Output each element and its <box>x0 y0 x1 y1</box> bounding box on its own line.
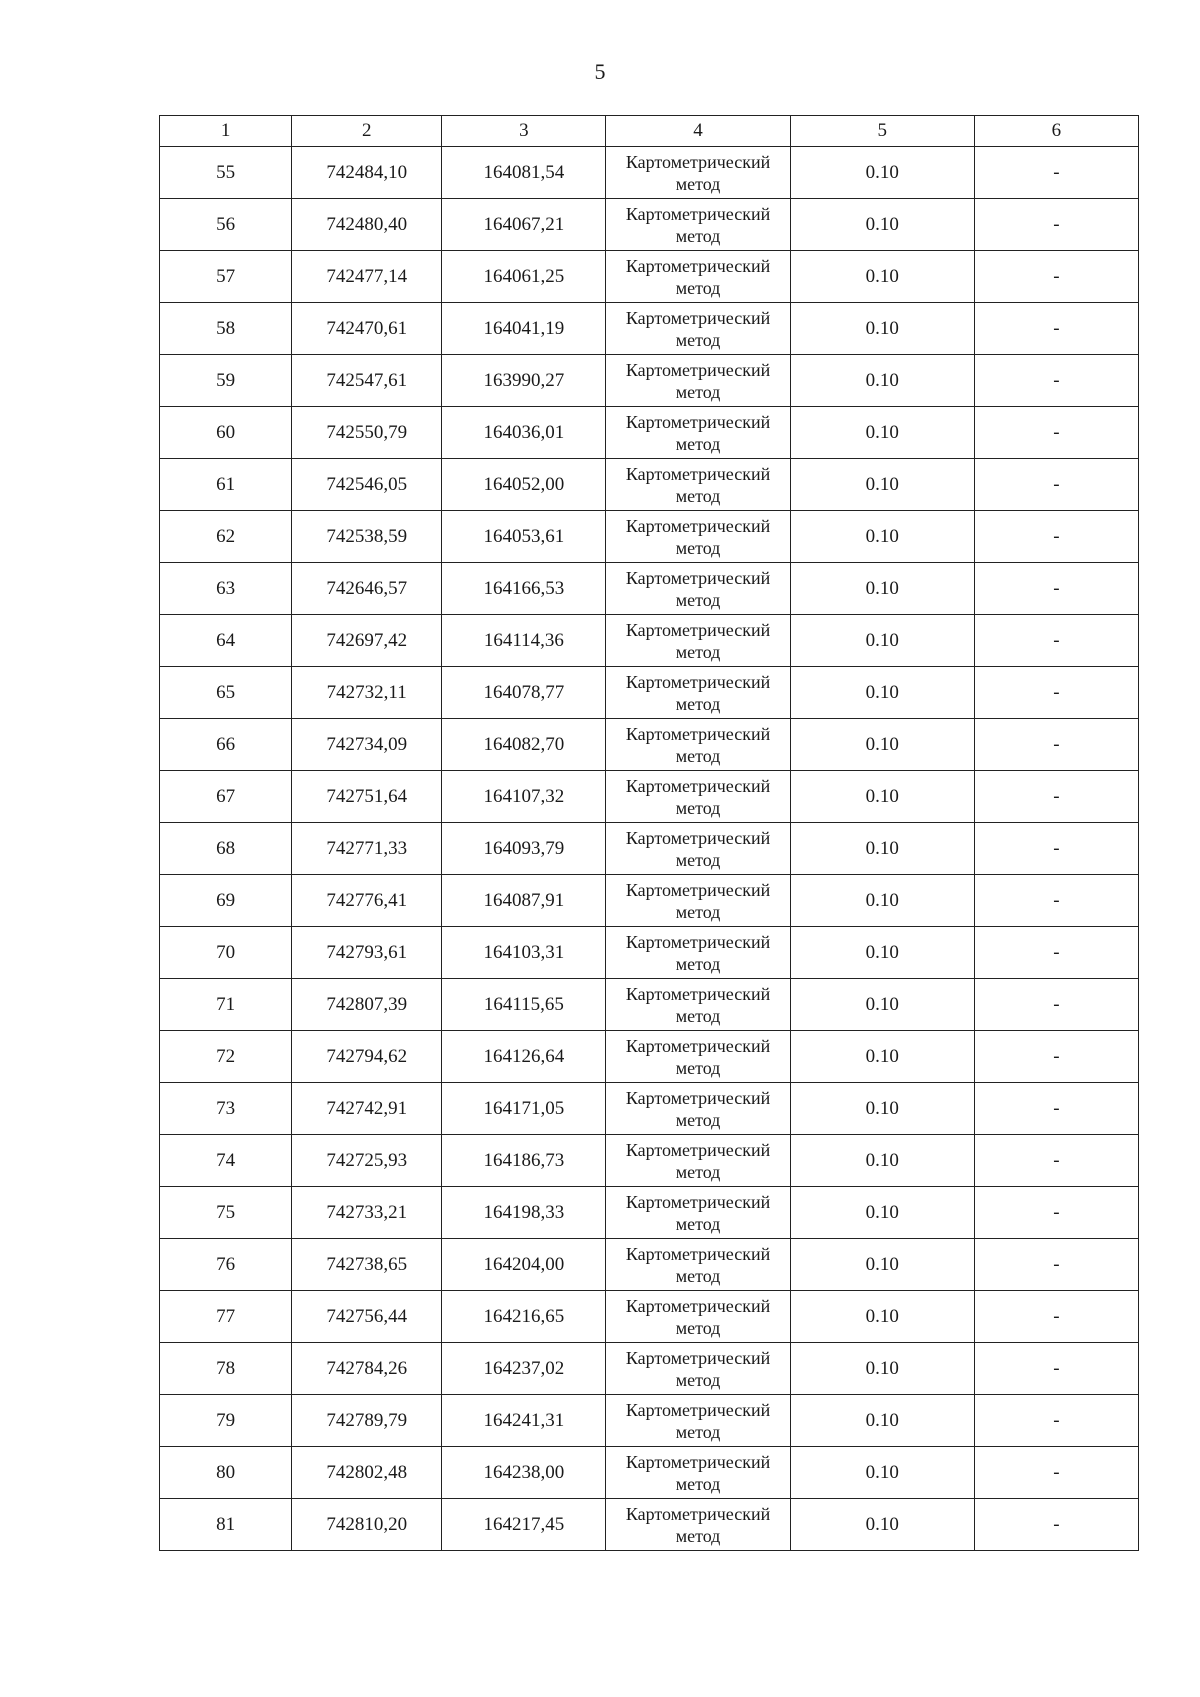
note-cell: - <box>974 667 1138 719</box>
method-cell <box>606 979 790 1031</box>
note-cell: - <box>974 199 1138 251</box>
table-row <box>160 1291 1139 1343</box>
method-line-1: Картометрический <box>625 515 771 536</box>
table-row <box>160 563 1139 615</box>
method-line-2: метод <box>675 1005 721 1026</box>
method-line-1: Картометрический <box>625 1139 771 1160</box>
point-number-cell: 75 <box>160 1187 292 1239</box>
x-coordinate-cell: 742646,57 <box>292 563 442 615</box>
method-line-2: метод <box>675 433 721 454</box>
table-row <box>160 1395 1139 1447</box>
point-number-cell: 70 <box>160 927 292 979</box>
header-cell-6: 6 <box>974 116 1138 147</box>
y-coordinate-cell: 164052,00 <box>442 459 606 511</box>
table-header <box>160 116 1139 147</box>
point-number-cell: 81 <box>160 1499 292 1551</box>
note-cell: - <box>974 771 1138 823</box>
x-coordinate-cell: 742480,40 <box>292 199 442 251</box>
accuracy-cell: 0.10 <box>790 303 974 355</box>
method-cell <box>606 1187 790 1239</box>
accuracy-cell: 0.10 <box>790 563 974 615</box>
method-line-2: метод <box>675 1161 721 1182</box>
method-cell <box>606 1343 790 1395</box>
method-line-2: метод <box>675 277 721 298</box>
method-cell <box>606 1447 790 1499</box>
note-cell: - <box>974 511 1138 563</box>
point-number-cell: 56 <box>160 199 292 251</box>
method-line-2: метод <box>675 1057 721 1078</box>
note-cell: - <box>974 1239 1138 1291</box>
method-line-2: метод <box>675 329 721 350</box>
x-coordinate-cell: 742742,91 <box>292 1083 442 1135</box>
header-cell-5: 5 <box>790 116 974 147</box>
table-row <box>160 1343 1139 1395</box>
y-coordinate-cell: 164186,73 <box>442 1135 606 1187</box>
x-coordinate-cell: 742697,42 <box>292 615 442 667</box>
y-coordinate-cell: 164081,54 <box>442 147 606 199</box>
method-cell <box>606 1239 790 1291</box>
point-number-cell: 66 <box>160 719 292 771</box>
table-row <box>160 1031 1139 1083</box>
accuracy-cell: 0.10 <box>790 199 974 251</box>
header-row <box>160 116 1139 147</box>
y-coordinate-cell: 164126,64 <box>442 1031 606 1083</box>
table-row <box>160 147 1139 199</box>
y-coordinate-cell: 164107,32 <box>442 771 606 823</box>
table-row <box>160 875 1139 927</box>
y-coordinate-cell: 164082,70 <box>442 719 606 771</box>
accuracy-cell: 0.10 <box>790 667 974 719</box>
y-coordinate-cell: 164166,53 <box>442 563 606 615</box>
point-number-cell: 59 <box>160 355 292 407</box>
point-number-cell: 69 <box>160 875 292 927</box>
point-number-cell: 68 <box>160 823 292 875</box>
table-row <box>160 1083 1139 1135</box>
y-coordinate-cell: 164041,19 <box>442 303 606 355</box>
method-line-2: метод <box>675 901 721 922</box>
note-cell: - <box>974 1083 1138 1135</box>
method-line-1: Картометрический <box>625 1295 771 1316</box>
note-cell: - <box>974 875 1138 927</box>
point-number-cell: 73 <box>160 1083 292 1135</box>
method-cell <box>606 1395 790 1447</box>
accuracy-cell: 0.10 <box>790 1291 974 1343</box>
table-row <box>160 459 1139 511</box>
method-line-2: метод <box>675 953 721 974</box>
method-line-2: метод <box>675 797 721 818</box>
method-cell <box>606 771 790 823</box>
method-cell <box>606 1135 790 1187</box>
point-number-cell: 57 <box>160 251 292 303</box>
method-cell <box>606 1499 790 1551</box>
point-number-cell: 63 <box>160 563 292 615</box>
note-cell: - <box>974 459 1138 511</box>
x-coordinate-cell: 742470,61 <box>292 303 442 355</box>
table-row <box>160 667 1139 719</box>
table-row <box>160 771 1139 823</box>
x-coordinate-cell: 742751,64 <box>292 771 442 823</box>
note-cell: - <box>974 303 1138 355</box>
y-coordinate-cell: 164217,45 <box>442 1499 606 1551</box>
method-line-1: Картометрический <box>625 1191 771 1212</box>
method-line-1: Картометрический <box>625 1347 771 1368</box>
method-line-2: метод <box>675 693 721 714</box>
table-row <box>160 719 1139 771</box>
note-cell: - <box>974 979 1138 1031</box>
method-line-1: Картометрический <box>625 931 771 952</box>
table-row <box>160 1447 1139 1499</box>
x-coordinate-cell: 742807,39 <box>292 979 442 1031</box>
accuracy-cell: 0.10 <box>790 355 974 407</box>
accuracy-cell: 0.10 <box>790 1083 974 1135</box>
accuracy-cell: 0.10 <box>790 1187 974 1239</box>
coordinates-table <box>159 115 1139 1551</box>
x-coordinate-cell: 742771,33 <box>292 823 442 875</box>
table-row <box>160 355 1139 407</box>
method-line-2: метод <box>675 745 721 766</box>
method-line-1: Картометрический <box>625 1243 771 1264</box>
method-cell <box>606 303 790 355</box>
method-line-1: Картометрический <box>625 307 771 328</box>
note-cell: - <box>974 823 1138 875</box>
method-line-2: метод <box>675 381 721 402</box>
method-line-1: Картометрический <box>625 463 771 484</box>
note-cell: - <box>974 719 1138 771</box>
method-line-2: метод <box>675 173 721 194</box>
note-cell: - <box>974 927 1138 979</box>
method-line-2: метод <box>675 849 721 870</box>
x-coordinate-cell: 742550,79 <box>292 407 442 459</box>
method-cell <box>606 875 790 927</box>
header-cell-3: 3 <box>442 116 606 147</box>
method-line-1: Картометрический <box>625 723 771 744</box>
method-line-1: Картометрический <box>625 1503 771 1524</box>
point-number-cell: 60 <box>160 407 292 459</box>
y-coordinate-cell: 164204,00 <box>442 1239 606 1291</box>
accuracy-cell: 0.10 <box>790 1499 974 1551</box>
note-cell: - <box>974 251 1138 303</box>
note-cell: - <box>974 1135 1138 1187</box>
x-coordinate-cell: 742484,10 <box>292 147 442 199</box>
y-coordinate-cell: 164238,00 <box>442 1447 606 1499</box>
method-line-2: метод <box>675 225 721 246</box>
method-line-1: Картометрический <box>625 1035 771 1056</box>
note-cell: - <box>974 147 1138 199</box>
y-coordinate-cell: 164114,36 <box>442 615 606 667</box>
y-coordinate-cell: 164115,65 <box>442 979 606 1031</box>
page-number: 5 <box>594 59 606 84</box>
y-coordinate-cell: 164053,61 <box>442 511 606 563</box>
y-coordinate-cell: 163990,27 <box>442 355 606 407</box>
x-coordinate-cell: 742734,09 <box>292 719 442 771</box>
point-number-cell: 78 <box>160 1343 292 1395</box>
header-cell-2: 2 <box>292 116 442 147</box>
point-number-cell: 65 <box>160 667 292 719</box>
point-number-cell: 58 <box>160 303 292 355</box>
y-coordinate-cell: 164093,79 <box>442 823 606 875</box>
point-number-cell: 55 <box>160 147 292 199</box>
point-number-cell: 64 <box>160 615 292 667</box>
method-line-2: метод <box>675 1421 721 1442</box>
y-coordinate-cell: 164171,05 <box>442 1083 606 1135</box>
accuracy-cell: 0.10 <box>790 407 974 459</box>
table-row <box>160 407 1139 459</box>
header-cell-4: 4 <box>606 116 790 147</box>
note-cell: - <box>974 1187 1138 1239</box>
header-cell-1: 1 <box>160 116 292 147</box>
x-coordinate-cell: 742738,65 <box>292 1239 442 1291</box>
table-row <box>160 927 1139 979</box>
y-coordinate-cell: 164067,21 <box>442 199 606 251</box>
table-row <box>160 251 1139 303</box>
method-cell <box>606 459 790 511</box>
x-coordinate-cell: 742794,62 <box>292 1031 442 1083</box>
accuracy-cell: 0.10 <box>790 771 974 823</box>
accuracy-cell: 0.10 <box>790 1239 974 1291</box>
point-number-cell: 71 <box>160 979 292 1031</box>
method-line-2: метод <box>675 1317 721 1338</box>
method-line-2: метод <box>675 589 721 610</box>
method-cell <box>606 823 790 875</box>
method-line-2: метод <box>675 485 721 506</box>
method-cell <box>606 615 790 667</box>
method-line-1: Картометрический <box>625 359 771 380</box>
method-line-1: Картометрический <box>625 827 771 848</box>
point-number-cell: 76 <box>160 1239 292 1291</box>
table-row <box>160 1187 1139 1239</box>
table-row <box>160 303 1139 355</box>
method-line-1: Картометрический <box>625 411 771 432</box>
accuracy-cell: 0.10 <box>790 147 974 199</box>
accuracy-cell: 0.10 <box>790 1135 974 1187</box>
y-coordinate-cell: 164036,01 <box>442 407 606 459</box>
x-coordinate-cell: 742546,05 <box>292 459 442 511</box>
y-coordinate-cell: 164087,91 <box>442 875 606 927</box>
method-line-2: метод <box>675 1473 721 1494</box>
method-line-2: метод <box>675 1369 721 1390</box>
y-coordinate-cell: 164237,02 <box>442 1343 606 1395</box>
accuracy-cell: 0.10 <box>790 1343 974 1395</box>
method-cell <box>606 1083 790 1135</box>
accuracy-cell: 0.10 <box>790 875 974 927</box>
table-body <box>160 147 1139 1551</box>
accuracy-cell: 0.10 <box>790 511 974 563</box>
note-cell: - <box>974 615 1138 667</box>
point-number-cell: 77 <box>160 1291 292 1343</box>
method-line-1: Картометрический <box>625 1451 771 1472</box>
method-line-2: метод <box>675 1213 721 1234</box>
accuracy-cell: 0.10 <box>790 927 974 979</box>
x-coordinate-cell: 742810,20 <box>292 1499 442 1551</box>
accuracy-cell: 0.10 <box>790 251 974 303</box>
method-line-1: Картометрический <box>625 151 771 172</box>
table-row <box>160 199 1139 251</box>
method-cell <box>606 511 790 563</box>
method-line-2: метод <box>675 1525 721 1546</box>
x-coordinate-cell: 742802,48 <box>292 1447 442 1499</box>
x-coordinate-cell: 742776,41 <box>292 875 442 927</box>
method-line-1: Картометрический <box>625 619 771 640</box>
x-coordinate-cell: 742725,93 <box>292 1135 442 1187</box>
table-row <box>160 511 1139 563</box>
method-cell <box>606 199 790 251</box>
note-cell: - <box>974 407 1138 459</box>
point-number-cell: 74 <box>160 1135 292 1187</box>
note-cell: - <box>974 1031 1138 1083</box>
method-line-1: Картометрический <box>625 879 771 900</box>
accuracy-cell: 0.10 <box>790 1031 974 1083</box>
x-coordinate-cell: 742756,44 <box>292 1291 442 1343</box>
x-coordinate-cell: 742784,26 <box>292 1343 442 1395</box>
method-line-2: метод <box>675 537 721 558</box>
table-row <box>160 1135 1139 1187</box>
note-cell: - <box>974 563 1138 615</box>
method-line-1: Картометрический <box>625 203 771 224</box>
x-coordinate-cell: 742733,21 <box>292 1187 442 1239</box>
point-number-cell: 62 <box>160 511 292 563</box>
note-cell: - <box>974 1291 1138 1343</box>
accuracy-cell: 0.10 <box>790 823 974 875</box>
x-coordinate-cell: 742538,59 <box>292 511 442 563</box>
table-row <box>160 979 1139 1031</box>
method-cell <box>606 147 790 199</box>
method-cell <box>606 563 790 615</box>
note-cell: - <box>974 355 1138 407</box>
table-row <box>160 823 1139 875</box>
point-number-cell: 61 <box>160 459 292 511</box>
x-coordinate-cell: 742547,61 <box>292 355 442 407</box>
y-coordinate-cell: 164061,25 <box>442 251 606 303</box>
method-cell <box>606 251 790 303</box>
method-line-2: метод <box>675 641 721 662</box>
point-number-cell: 80 <box>160 1447 292 1499</box>
x-coordinate-cell: 742477,14 <box>292 251 442 303</box>
method-line-2: метод <box>675 1109 721 1130</box>
table-row <box>160 615 1139 667</box>
y-coordinate-cell: 164103,31 <box>442 927 606 979</box>
accuracy-cell: 0.10 <box>790 719 974 771</box>
y-coordinate-cell: 164216,65 <box>442 1291 606 1343</box>
accuracy-cell: 0.10 <box>790 979 974 1031</box>
method-cell <box>606 1031 790 1083</box>
method-cell <box>606 407 790 459</box>
method-cell <box>606 927 790 979</box>
point-number-cell: 72 <box>160 1031 292 1083</box>
point-number-cell: 67 <box>160 771 292 823</box>
method-cell <box>606 719 790 771</box>
method-line-1: Картометрический <box>625 1087 771 1108</box>
x-coordinate-cell: 742793,61 <box>292 927 442 979</box>
method-cell <box>606 355 790 407</box>
method-line-2: метод <box>675 1265 721 1286</box>
x-coordinate-cell: 742789,79 <box>292 1395 442 1447</box>
method-line-1: Картометрический <box>625 983 771 1004</box>
y-coordinate-cell: 164241,31 <box>442 1395 606 1447</box>
note-cell: - <box>974 1499 1138 1551</box>
note-cell: - <box>974 1395 1138 1447</box>
method-line-1: Картометрический <box>625 1399 771 1420</box>
note-cell: - <box>974 1447 1138 1499</box>
point-number-cell: 79 <box>160 1395 292 1447</box>
method-line-1: Картометрический <box>625 775 771 796</box>
method-cell <box>606 667 790 719</box>
table-row <box>160 1499 1139 1551</box>
note-cell: - <box>974 1343 1138 1395</box>
y-coordinate-cell: 164198,33 <box>442 1187 606 1239</box>
accuracy-cell: 0.10 <box>790 615 974 667</box>
x-coordinate-cell: 742732,11 <box>292 667 442 719</box>
method-cell <box>606 1291 790 1343</box>
y-coordinate-cell: 164078,77 <box>442 667 606 719</box>
accuracy-cell: 0.10 <box>790 1447 974 1499</box>
accuracy-cell: 0.10 <box>790 1395 974 1447</box>
method-line-1: Картометрический <box>625 671 771 692</box>
method-line-1: Картометрический <box>625 567 771 588</box>
table-row <box>160 1239 1139 1291</box>
accuracy-cell: 0.10 <box>790 459 974 511</box>
method-line-1: Картометрический <box>625 255 771 276</box>
